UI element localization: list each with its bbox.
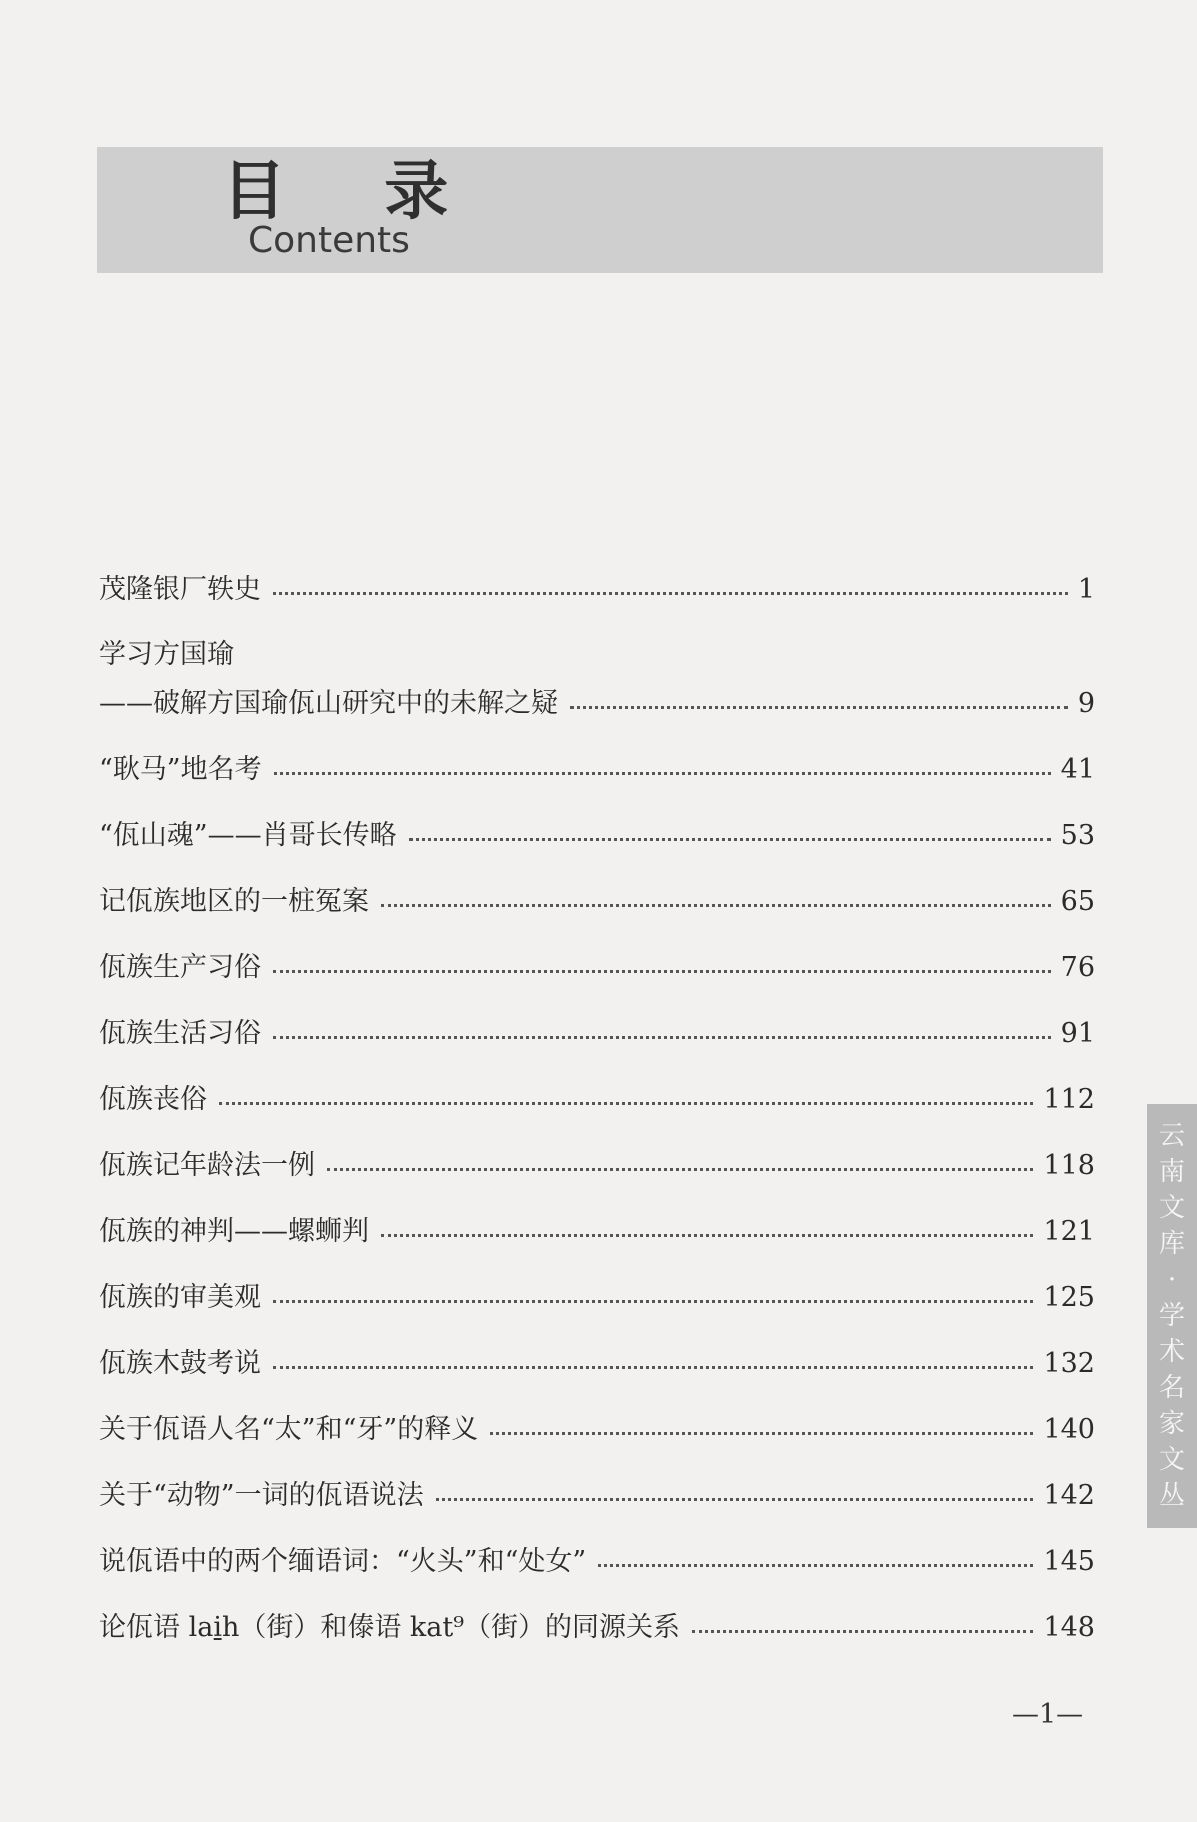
toc-entry-title: 佤族记年龄法一例: [99, 1150, 315, 1181]
toc-entry-title: “耿马”地名考: [99, 754, 262, 785]
toc-entry[interactable]: [99, 884, 1095, 920]
toc-entry-page: 41: [1060, 754, 1095, 785]
side-tab-char: 丛: [1158, 1481, 1185, 1511]
side-tab-char: ·: [1167, 1265, 1177, 1295]
toc-entry-page: 76: [1060, 952, 1095, 983]
toc-entry-page: 145: [1043, 1546, 1095, 1577]
dot-leader: [274, 772, 1051, 775]
toc-entry-title: 佤族生产习俗: [99, 952, 261, 983]
toc-entry-title: 学习方国瑜: [99, 639, 234, 670]
dot-leader: [273, 592, 1068, 595]
toc-entry[interactable]: [99, 818, 1095, 854]
toc-entry-page: 9: [1077, 688, 1095, 719]
toc-entry-page: 1: [1077, 574, 1095, 605]
page-title-english: Contents: [248, 220, 410, 261]
toc-entry-title: “佤山魂”——肖哥长传略: [99, 820, 397, 851]
toc-entry[interactable]: [99, 1478, 1095, 1514]
toc-entry[interactable]: [99, 1148, 1095, 1184]
dot-leader: [436, 1498, 1034, 1501]
side-tab-char: 库: [1158, 1229, 1185, 1259]
toc-entry-subtitle: ——破解方国瑜佤山研究中的未解之疑: [99, 688, 558, 719]
side-tab-char: 学: [1158, 1301, 1185, 1331]
toc-entry-page: 148: [1043, 1612, 1095, 1643]
dot-leader: [273, 1300, 1033, 1303]
toc-entry[interactable]: [99, 1412, 1095, 1448]
toc-entry-title: 佤族的神判——螺蛳判: [99, 1216, 369, 1247]
dot-leader: [273, 1366, 1033, 1369]
side-tab-char: 云: [1158, 1121, 1185, 1151]
toc-entry-page: 132: [1043, 1348, 1095, 1379]
toc-entry-title: 佤族生活习俗: [99, 1018, 261, 1049]
toc-entry-page: 118: [1043, 1150, 1095, 1181]
toc-entry[interactable]: [99, 1016, 1095, 1052]
side-tab-char: 文: [1158, 1193, 1185, 1223]
dot-leader: [570, 706, 1068, 709]
toc-entry-title: 记佤族地区的一桩冤案: [99, 886, 369, 917]
dot-leader: [327, 1168, 1033, 1171]
toc-entry[interactable]: [99, 1214, 1095, 1250]
toc-entry[interactable]: [99, 950, 1095, 986]
side-tab-char: 文: [1158, 1445, 1185, 1475]
toc-entry[interactable]: [99, 1610, 1095, 1646]
dot-leader: [273, 970, 1051, 973]
toc-entry[interactable]: [99, 1544, 1095, 1580]
toc-entry[interactable]: [99, 1280, 1095, 1316]
toc-entry-title: 关于佤语人名“太”和“牙”的释义: [99, 1414, 479, 1445]
dot-leader: [490, 1432, 1033, 1435]
dot-leader: [598, 1564, 1033, 1567]
toc-entry-title: 说佤语中的两个缅语词：“火头”和“处女”: [99, 1546, 587, 1577]
series-side-tab: [1147, 1104, 1197, 1528]
toc-entry[interactable]: [99, 572, 1095, 608]
toc-entry[interactable]: [99, 637, 1095, 673]
toc-entry-page: 65: [1060, 886, 1095, 917]
toc-entry-subtitle-line[interactable]: [99, 686, 1095, 722]
toc-entry-page: 121: [1043, 1216, 1095, 1247]
toc-entry-page: 53: [1060, 820, 1095, 851]
toc-entry-page: 140: [1043, 1414, 1095, 1445]
dot-leader: [381, 904, 1051, 907]
toc-entry-title: 佤族木鼓考说: [99, 1348, 261, 1379]
side-tab-char: 家: [1158, 1409, 1185, 1439]
toc-entry-page: 91: [1060, 1018, 1095, 1049]
toc-entry-title: 佤族丧俗: [99, 1084, 207, 1115]
toc-entry-title: 论佤语 lai̱h（街）和傣语 kat⁹（街）的同源关系: [99, 1612, 681, 1643]
side-tab-char: 南: [1158, 1157, 1185, 1187]
side-tab-char: 名: [1158, 1373, 1185, 1403]
toc-entry-title: 关于“动物”一词的佤语说法: [99, 1480, 424, 1511]
dot-leader: [381, 1234, 1033, 1237]
dot-leader: [273, 1036, 1051, 1039]
toc-entry-title: 佤族的审美观: [99, 1282, 261, 1313]
toc-entry[interactable]: [99, 752, 1095, 788]
toc-entry[interactable]: [99, 1082, 1095, 1118]
toc-entry-title: 茂隆银厂轶史: [99, 574, 261, 605]
dot-leader: [692, 1630, 1033, 1633]
dot-leader: [219, 1102, 1033, 1105]
page-title: 目 录: [222, 155, 487, 229]
page-number: —1—: [1012, 1699, 1084, 1730]
toc-entry[interactable]: [99, 1346, 1095, 1382]
toc-entry-page: 142: [1043, 1480, 1095, 1511]
dot-leader: [409, 838, 1051, 841]
toc-entry-page: 112: [1043, 1084, 1095, 1115]
side-tab-char: 术: [1158, 1337, 1185, 1367]
toc-entry-page: 125: [1043, 1282, 1095, 1313]
